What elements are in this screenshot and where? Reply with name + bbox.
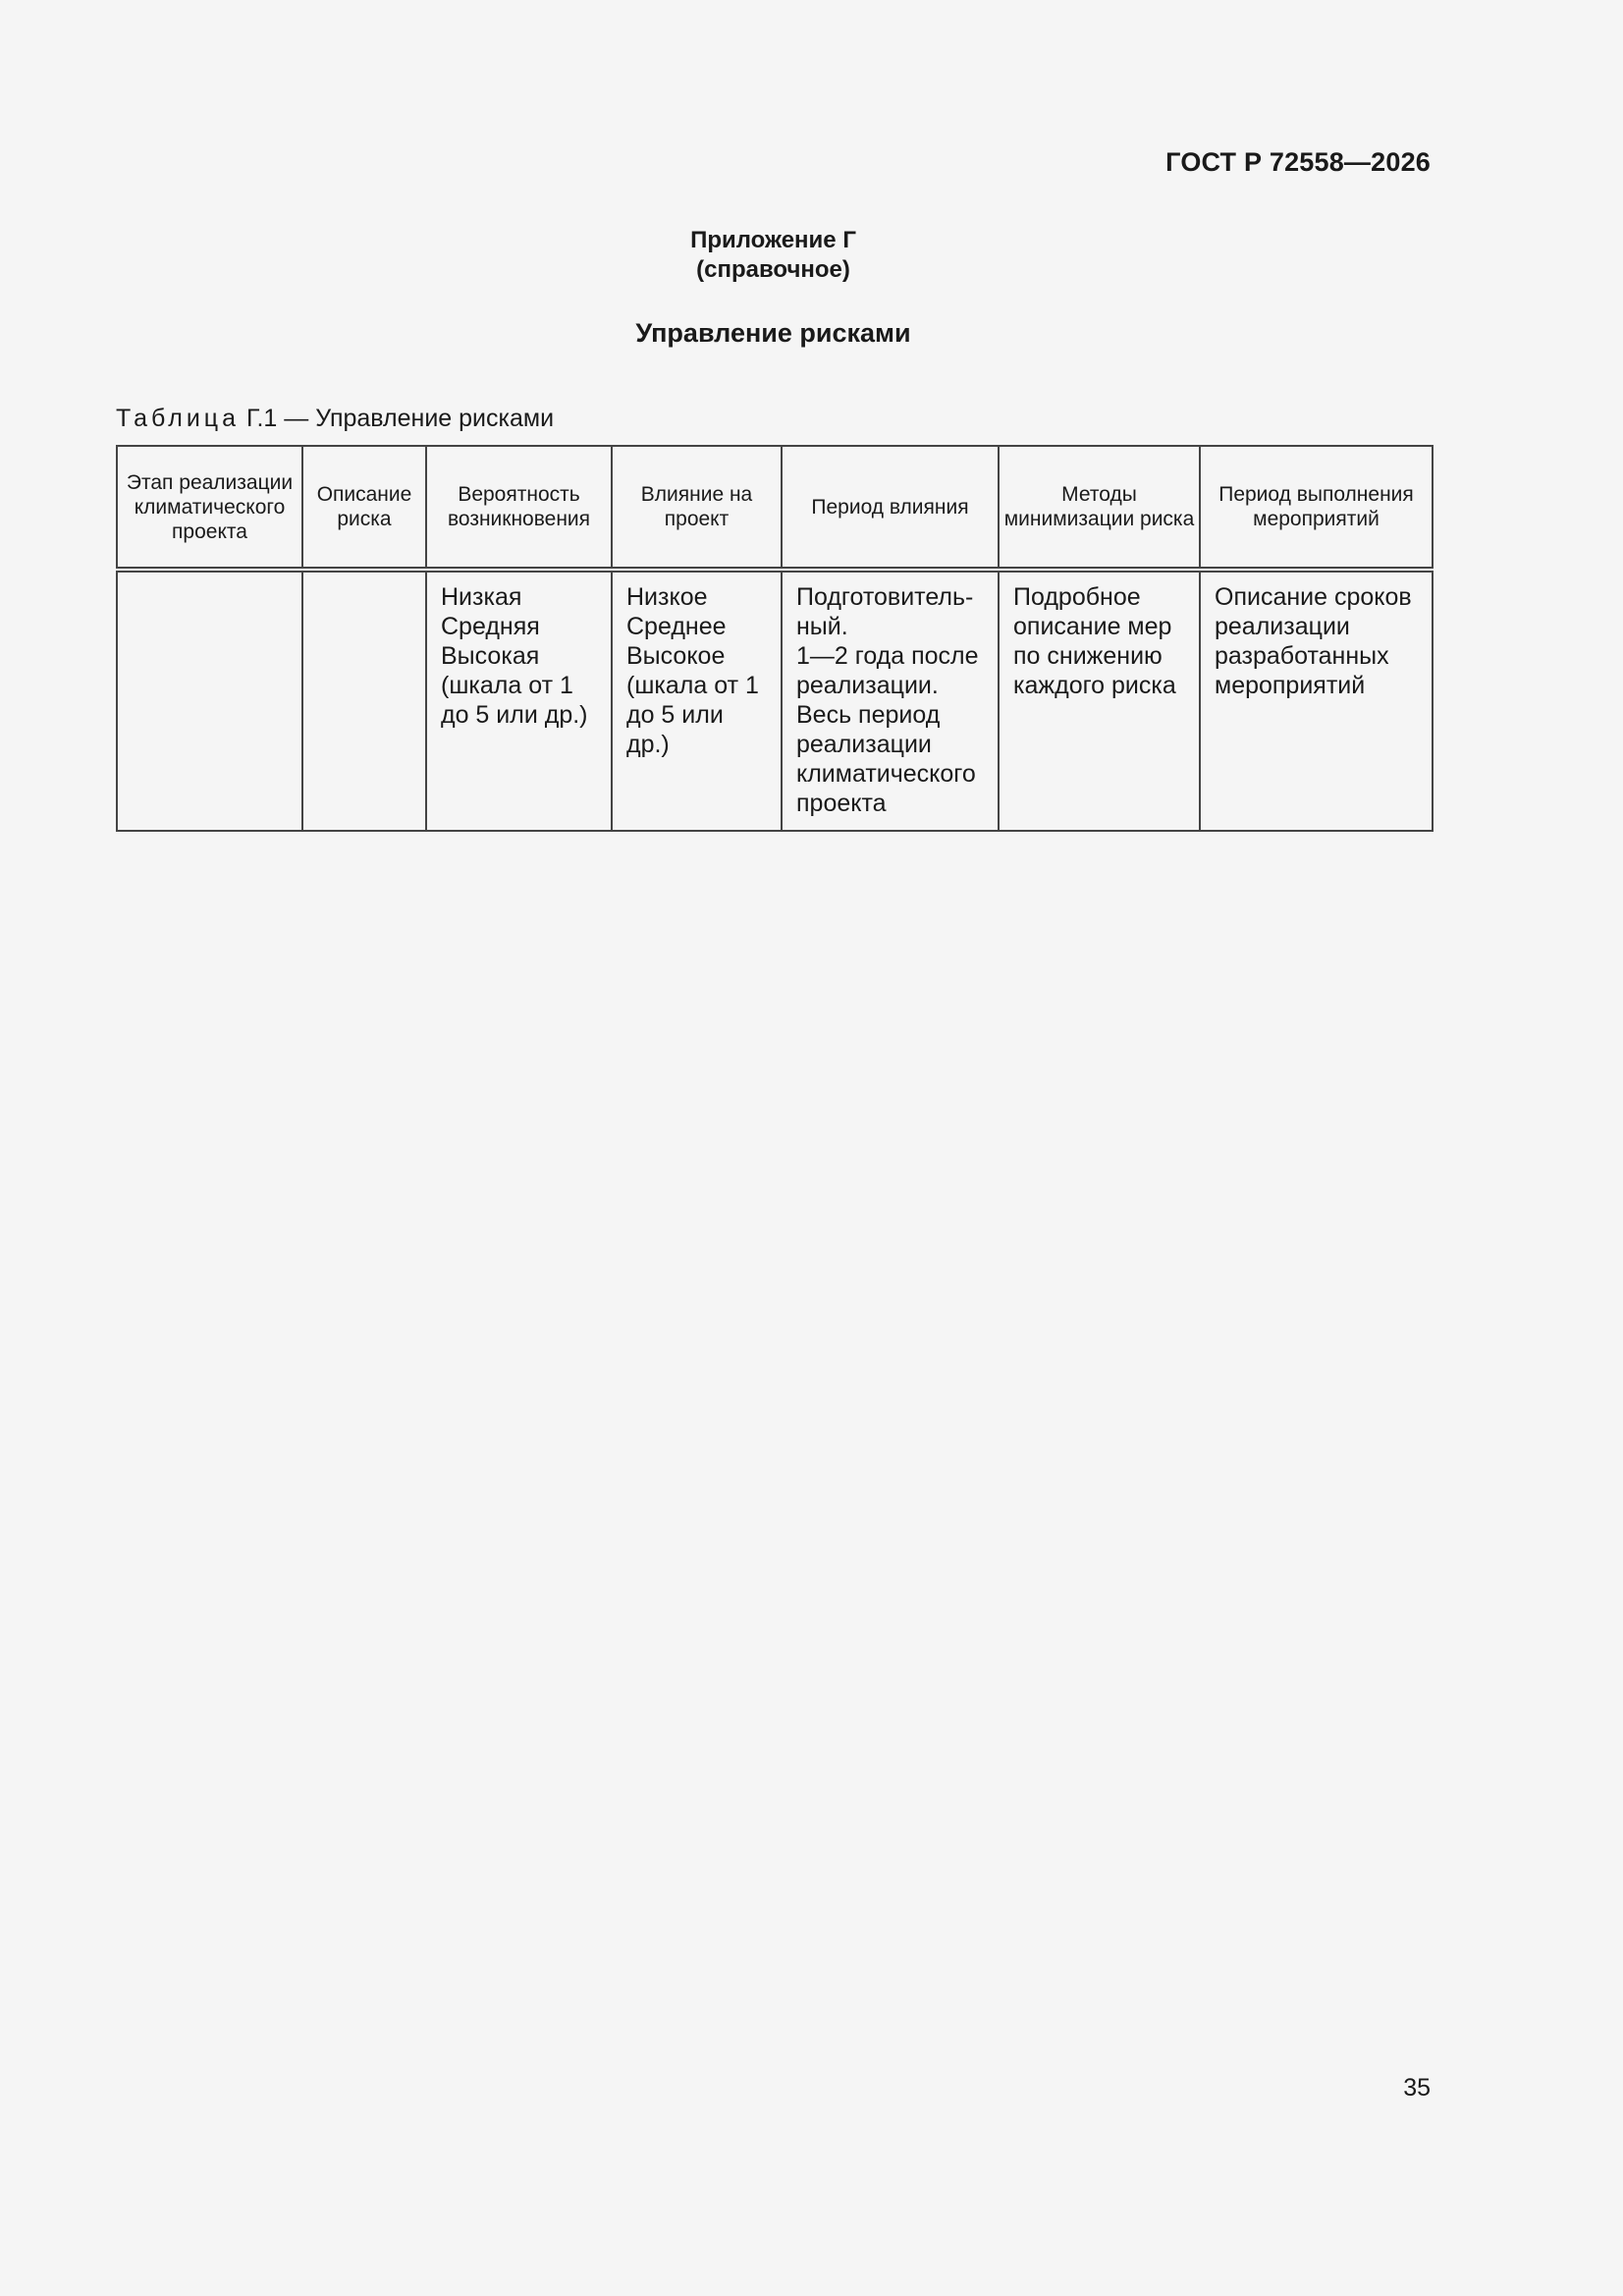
table-row — [117, 570, 1433, 831]
cell-mitigation-methods: Подробное описание мер по снижению каждого риска — [999, 570, 1200, 831]
column-header-execution-period: Период выполнения мероприятий — [1200, 446, 1433, 570]
column-header-impact: Влияние на проект — [612, 446, 782, 570]
appendix-heading — [0, 226, 1546, 285]
cell-impact-period: Подготовитель-ный. 1—2 года после реализации. Весь период реализации климатического проекта — [782, 570, 999, 831]
section-title: Управление рисками — [635, 318, 911, 348]
table-header-row — [117, 446, 1433, 570]
document-code: ГОСТ Р 72558—2026 — [1165, 147, 1431, 177]
table-caption-prefix: Таблица — [116, 405, 241, 432]
column-header-impact-period: Период влияния — [782, 446, 999, 570]
table-caption — [116, 405, 554, 433]
table-caption-text: Г.1 — Управление рисками — [240, 405, 555, 432]
cell-impact: Низкое Среднее Высокое (шкала от 1 до 5 или др.) — [612, 570, 782, 831]
risk-management-table — [116, 445, 1434, 832]
page-number: 35 — [1403, 2074, 1431, 2102]
column-header-risk-description: Описание риска — [302, 446, 426, 570]
cell-risk-description — [302, 570, 426, 831]
cell-execution-period: Описание сроков реализации разработанных мероприятий — [1200, 570, 1433, 831]
appendix-type: (справочное) — [696, 256, 850, 283]
cell-probability: Низкая Средняя Высокая (шкала от 1 до 5 или др.) — [426, 570, 612, 831]
column-header-stage: Этап реализации климатического проекта — [117, 446, 302, 570]
column-header-probability: Вероятность возникновения — [426, 446, 612, 570]
cell-stage — [117, 570, 302, 831]
appendix-title: Приложение Г — [690, 227, 856, 253]
column-header-mitigation-methods: Методы минимизации риска — [999, 446, 1200, 570]
